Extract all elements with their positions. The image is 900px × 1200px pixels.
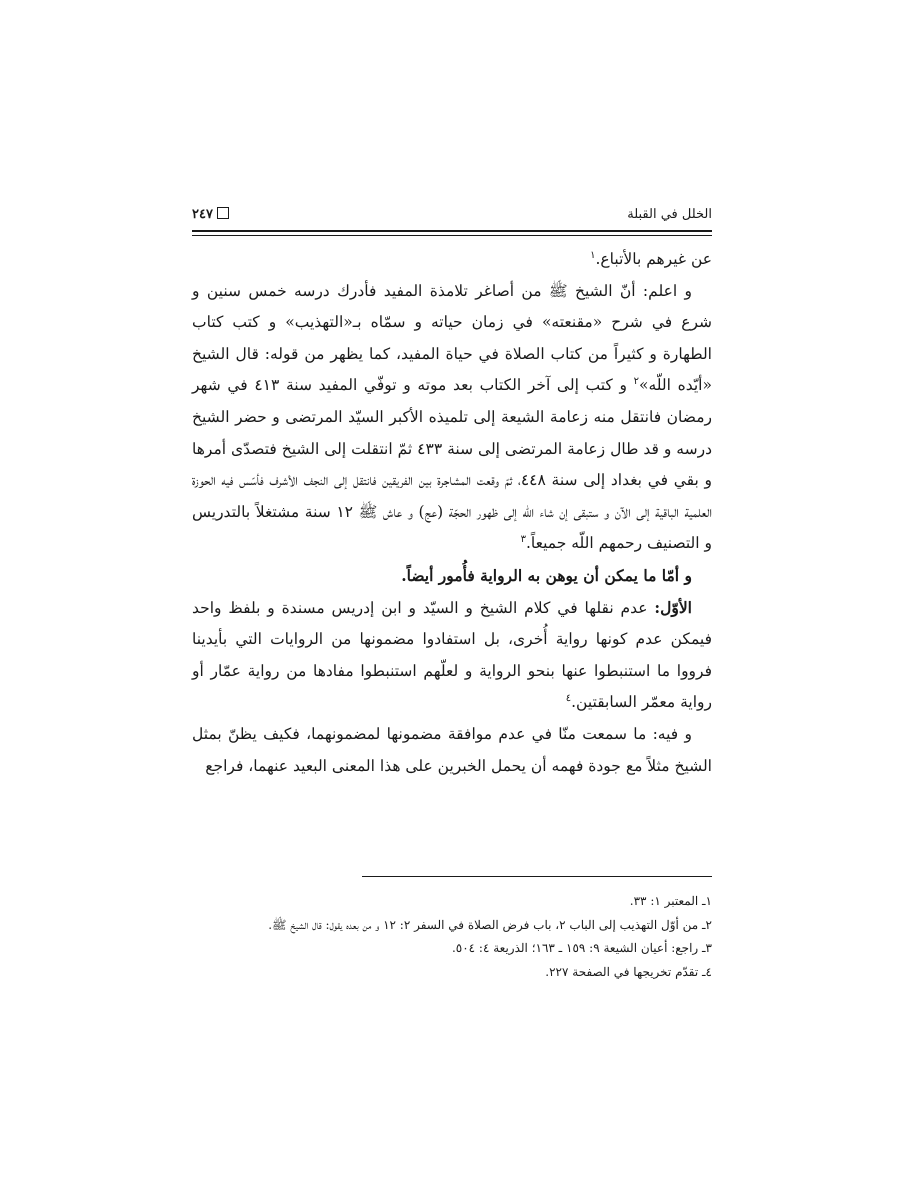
footnote-4: ٤ـ تقدّم تخريجها في الصفحة ٢٢٧. — [545, 964, 712, 979]
main-text — [192, 244, 712, 782]
footnote-ref-2: ٢ — [633, 376, 639, 388]
section-heading: و أمّا ما يمكن أن يوهن به الرواية فأُمور أيضاً. — [401, 565, 692, 585]
footnote-2: ٢ـ من أوّل التهذيب إلى الباب ٢، باب فرض الصلاة في السفر ٢: ١٢ و من بعده يقول: قال الشيخ ﷺ. — [268, 917, 712, 932]
footnote-1: ١ـ المعتبر ١: ٣٣. — [629, 894, 712, 908]
header-rule-thick — [192, 230, 712, 232]
running-head-title: الخلل في القبلة — [627, 207, 712, 222]
page-number-text: ٢٤٧ — [192, 207, 213, 222]
paragraph-1 — [192, 244, 712, 276]
paragraph-4 — [192, 592, 712, 719]
running-head — [192, 204, 712, 226]
page-number — [192, 204, 229, 226]
paragraph-5: و فيه: ما سمعت منّا في عدم موافقة مضمونها لمضمونهما، فكيف يظنّ بمثل الشيخ مثلاً مع جودة فهمه أن يحمل الخبرين على هذا المعنى البعيد عنهما، فراجع — [192, 724, 712, 775]
footnote-separator — [362, 876, 712, 877]
paragraph-1-text: عن غيرهم بالأتباع. — [595, 250, 712, 268]
footnote-ref-3: ٣ — [520, 534, 526, 546]
footnote-ref-4: ٤ — [565, 693, 572, 705]
footnote-3: ٣ـ راجع: أعيان الشيعة ٩: ١٥٩ ـ ١٦٣؛ الذريعة ٤: ٥٠٤. — [451, 941, 712, 955]
paragraph-2-text: و اعلم: أنّ الشيخ ﷺ من أصاغر تلامذة المفيد فأدرك درسه خمس سنين و شرع في شرح «مقنعته» في زمان حياته و سمّاه بـ«التهذيب» و كتب كتاب الطهارة و كثيراً من كتاب الصلاة في حياة المفيد، كما يظهر من قوله: قال الشيخ «أيّده اللّه» — [192, 281, 712, 395]
paragraph-4-lead: الأوّل: — [654, 597, 692, 617]
paragraph-4-text: عدم نقلها في كلام الشيخ و السيّد و ابن إدريس مسندة و بلفظ واحد فيمكن عدم كونها رواية أُخرى، بل استفادوا مضمونها من الروايات التي بأيدينا فرووا ما استنبطوا عنها بنحو الرواية و لعلّهم استنبطوا مفادها من رواية عمّار أو رواية معمّر السابقتين. — [192, 598, 712, 712]
footnotes — [192, 890, 712, 984]
book-page — [192, 196, 712, 1016]
paragraph-2-continuation: و كتب إلى آخر الكتاب بعد موته و توفّي المفيد سنة ٤١٣ في شهر رمضان فانتقل منه زعامة الشيعة إلى تلميذه الأكبر السيّد المرتضى و حضر الشيخ درسه و قد طال زعامة المرتضى إلى سنة ٤٣٣ ثمّ انتقلت إلى الشيخ فتصدّى أمرها و بقي في بغداد إلى سنة ٤٤٨، ثمّ وقعت المشاجرة بين الفريقين فانتقل إلى النجف الأشرف فأسّس فيه الحوزة العلمية الباقية إلى الآن و ستبقى إن شاء اللّه إلى ظهور الحجّة (عج) و عاش ﷺ ١٢ سنة مشتغلاً بالتدريس و التصنيف رحمهم اللّه جميعاً. — [192, 376, 712, 553]
footnote-ref-1: ١ — [590, 249, 596, 261]
header-rule-thin — [192, 235, 712, 236]
square-ornament-icon — [217, 207, 229, 219]
paragraph-2 — [192, 276, 712, 560]
